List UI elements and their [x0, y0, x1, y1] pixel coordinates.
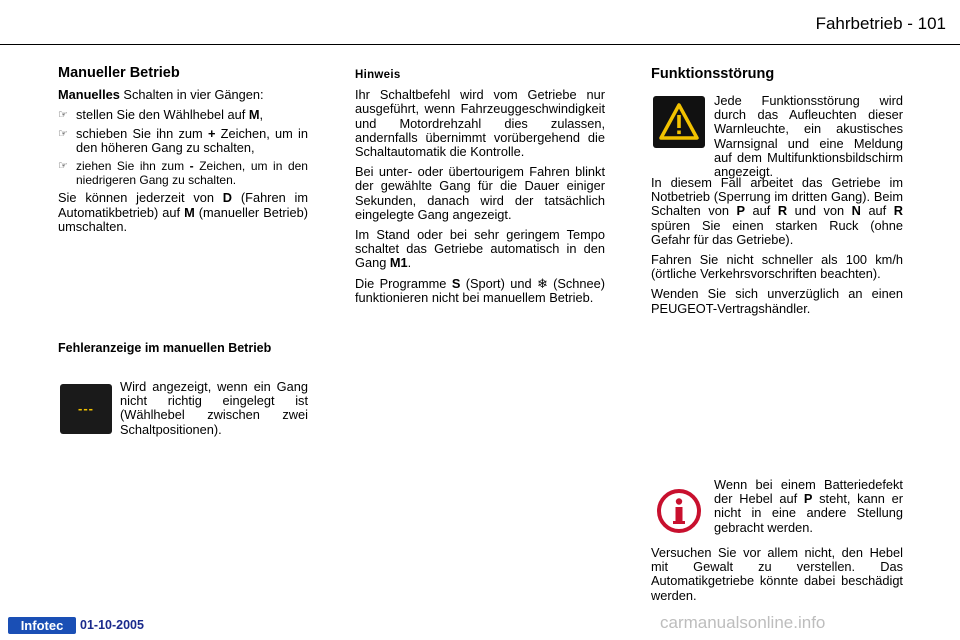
- gear-shift-list: [58, 108, 308, 187]
- intro-text: Schalten in vier Gängen:: [119, 87, 264, 103]
- footer-date: 01-10-2005: [80, 618, 144, 632]
- caution-paragraph: Versuchen Sie vor allem nicht, den Hebel mit Gewalt zu verstellen. Das Automatikgetriebe könnte dabei beschädigt werden.: [651, 545, 903, 603]
- note-paragraph-3: Im Stand oder bei sehr geringem Tempo schaltet das Getriebe automatisch in den Gang M1.: [355, 227, 605, 271]
- malfunction-paragraph-2: Fahren Sie nicht schneller als 100 km/h (örtliche Verkehrsvorschriften beachten).: [651, 252, 903, 282]
- intro-bold: Manuelles: [58, 87, 120, 103]
- information-circle-icon: [656, 488, 702, 534]
- list-item: ☞ ziehen Sie ihn zum - Zeichen, um in den niedrigeren Gang zu schalten.: [58, 159, 308, 188]
- list-item: ☞ stellen Sie den Wählhebel auf M,: [58, 107, 264, 123]
- switch-paragraph: Sie können jederzeit von D (Fahren im Automatikbetrieb) auf M (manueller Betrieb) umschalten.: [58, 190, 309, 234]
- caution-block: [651, 546, 903, 609]
- error-indicator-text-block: [120, 380, 308, 443]
- section-heading-malfunction: Funktionsstörung: [651, 66, 775, 82]
- left-column: [58, 66, 308, 240]
- page-title: Fahrbetrieb - 101: [815, 14, 946, 33]
- intro-paragraph: [58, 88, 308, 102]
- gear-error-indicator-icon: [60, 384, 112, 434]
- middle-column: [355, 68, 605, 311]
- malfunction-paragraph-1: In diesem Fall arbeitet das Getriebe im Notbetrieb (Sperrung im dritten Gang). Beim Schalten von P auf R und von N auf R spüren Sie einen starken Ruck (ohne Gefahr für das Getriebe).: [651, 175, 904, 247]
- note-paragraph-2: Bei unter- oder übertourigem Fahren blinkt der gewählte Gang für die Dauer einiger Sekunden, danach wird der tatsächlich eingelegte Gang angezeigt.: [355, 164, 605, 222]
- watermark: carmanualsonline.info: [660, 613, 826, 632]
- info-icon: [656, 488, 702, 534]
- section-heading-manual: Manueller Betrieb: [58, 65, 180, 81]
- hand-pointer-icon: ☞: [58, 109, 68, 122]
- battery-text-block: [714, 478, 903, 541]
- warning-light-icon: [653, 96, 705, 148]
- hand-pointer-icon: ☞: [58, 127, 68, 140]
- warning-text: Jede Funktionsstörung wird durch das Aufleuchten dieser Warnleuchte, ein akustisches Warnsignal und eine Meldung auf dem Multifunktionsbildschirm angezeigt.: [714, 93, 903, 180]
- snowflake-icon: ❄: [536, 275, 548, 291]
- note-paragraph-4: Die Programme S (Sport) und ❄ (Schnee) funktionieren nicht bei manuellem Betrieb.: [355, 275, 605, 305]
- infotec-logo: Infotec: [8, 617, 76, 634]
- error-indicator-heading: Fehleranzeige im manuellen Betrieb: [58, 341, 272, 355]
- warning-triangle-icon: [653, 96, 705, 148]
- battery-text: Wenn bei einem Batteriedefekt der Hebel auf P steht, kann er nicht in eine andere Stellung gebracht werden.: [714, 477, 903, 535]
- header-divider: [0, 44, 960, 45]
- right-column: [651, 176, 903, 322]
- malfunction-paragraph-3: Wenden Sie sich unverzüglich an einen PEUGEOT-Vertragshändler.: [651, 286, 903, 316]
- indicator-dashes: ---: [78, 401, 94, 416]
- note-heading: Hinweis: [355, 69, 401, 81]
- list-item: ☞ schieben Sie ihn zum + Zeichen, um in den höheren Gang zu schalten,: [58, 125, 308, 155]
- hand-pointer-icon: ☞: [58, 160, 68, 173]
- warning-text-block: [714, 94, 903, 185]
- note-paragraph-1: Ihr Schaltbefehl wird vom Getriebe nur ausgeführt, wenn Fahrzeuggeschwindigkeit und Motordrehzahl dies zulassen, andernfalls übernimmt vorübergehend die Schaltautomatik die Kontrolle.: [355, 87, 605, 160]
- error-indicator-text: Wird angezeigt, wenn ein Gang nicht richtig eingelegt ist (Wählhebel zwischen zwei Schaltpositionen).: [120, 379, 308, 437]
